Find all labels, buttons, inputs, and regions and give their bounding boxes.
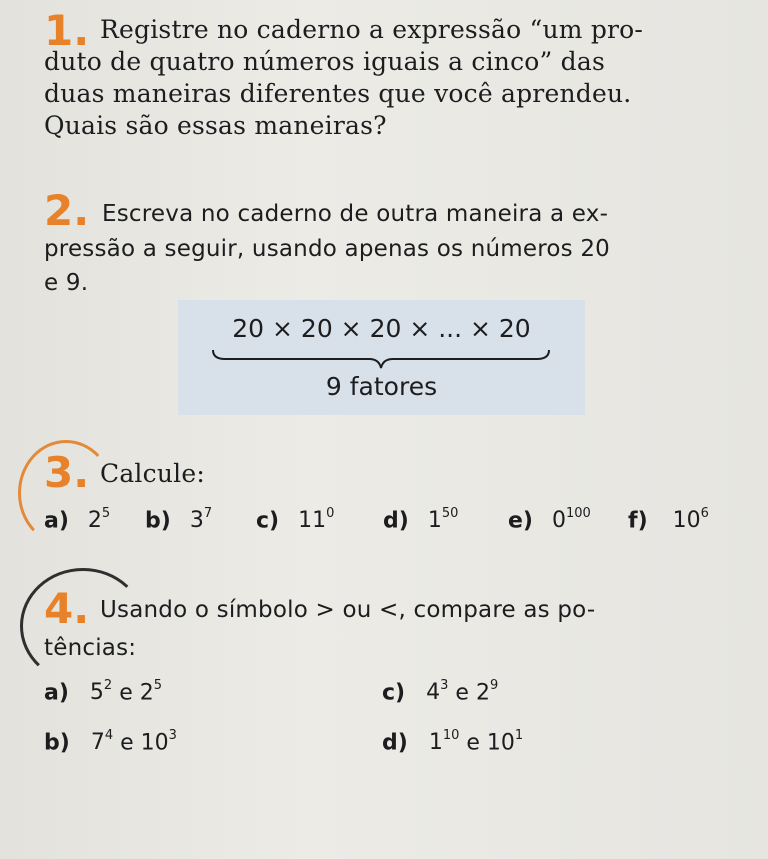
question-4-number: 4. xyxy=(44,584,90,633)
question-2-line: e 9. xyxy=(44,270,89,296)
compare-item-c xyxy=(382,680,498,705)
item-label: a) xyxy=(44,680,69,706)
item-label: b) xyxy=(44,730,70,756)
item-label: c) xyxy=(382,680,406,706)
underbrace-icon xyxy=(211,348,551,370)
question-1-line: Registre no caderno a expressão “um pro- xyxy=(100,15,644,44)
question-4-line: Usando o símbolo > ou <, compare as po- xyxy=(100,597,596,623)
power-base: 0 xyxy=(551,508,566,534)
separator-e: e xyxy=(120,730,134,756)
calc-item-d xyxy=(383,508,458,533)
power-base: 3 xyxy=(189,508,204,534)
power-base: 10 xyxy=(672,508,701,534)
power-exponent: 50 xyxy=(441,506,459,521)
question-1-text xyxy=(100,14,643,46)
power-exponent: 4 xyxy=(104,728,114,743)
item-label: e) xyxy=(508,508,533,534)
power-exponent: 3 xyxy=(440,678,449,693)
power-base: 2 xyxy=(475,680,490,706)
power-base: 2 xyxy=(139,680,154,706)
item-label: d) xyxy=(383,508,409,534)
power-exponent: 5 xyxy=(101,506,111,521)
question-2-text-cont xyxy=(44,232,610,300)
calc-item-e xyxy=(508,508,591,533)
item-label: a) xyxy=(44,508,69,534)
power-exponent: 7 xyxy=(203,506,213,521)
expression-box xyxy=(178,300,585,415)
separator-e: e xyxy=(119,680,133,706)
power-base: 11 xyxy=(298,508,327,534)
power-base: 5 xyxy=(89,680,104,706)
question-1-line: duto de quatro números iguais a cinco” das xyxy=(44,47,606,76)
calc-item-b xyxy=(145,508,212,533)
product-expression: 20 × 20 × 20 × ... × 20 xyxy=(232,314,531,343)
question-2-text xyxy=(102,198,608,230)
question-3-title: Calcule: xyxy=(100,459,205,488)
separator-e: e xyxy=(455,680,469,706)
question-4-text xyxy=(100,594,595,626)
question-2-number: 2. xyxy=(44,186,90,235)
item-label: b) xyxy=(145,508,171,534)
question-2-line: pressão a seguir, usando apenas os números 20 xyxy=(44,236,611,262)
power-exponent: 0 xyxy=(326,506,335,521)
power-base: 2 xyxy=(87,508,102,534)
calc-item-f xyxy=(628,508,709,533)
power-exponent: 6 xyxy=(700,506,709,521)
power-base: 1 xyxy=(427,508,442,534)
power-base: 1 xyxy=(428,730,443,756)
calc-item-a xyxy=(44,508,110,533)
compare-item-b xyxy=(44,730,177,755)
question-1-text-cont xyxy=(44,46,631,142)
question-4-line: tências: xyxy=(44,635,137,661)
compare-item-d xyxy=(382,730,523,755)
power-exponent: 9 xyxy=(489,678,499,693)
power-base: 4 xyxy=(426,680,441,706)
question-1-line: Quais são essas maneiras? xyxy=(44,111,387,140)
power-base: 7 xyxy=(90,730,105,756)
separator-e: e xyxy=(466,730,480,756)
power-exponent: 5 xyxy=(153,678,163,693)
item-label: f) xyxy=(628,508,648,534)
question-1-number: 1. xyxy=(44,6,90,55)
item-label: c) xyxy=(256,508,280,534)
power-exponent: 2 xyxy=(103,678,113,693)
item-label: d) xyxy=(382,730,408,756)
calc-item-c xyxy=(256,508,334,533)
power-exponent: 1 xyxy=(514,728,524,743)
power-base: 10 xyxy=(486,730,515,756)
power-base: 10 xyxy=(140,730,169,756)
factor-count-label: 9 fatores xyxy=(325,372,438,401)
compare-item-a xyxy=(44,680,162,705)
question-4-text-cont xyxy=(44,632,136,664)
power-exponent: 100 xyxy=(565,506,591,521)
question-3-number: 3. xyxy=(44,448,90,497)
power-exponent: 3 xyxy=(168,728,177,743)
question-2-line: Escreva no caderno de outra maneira a ex- xyxy=(102,201,609,227)
question-1-line: duas maneiras diferentes que você aprendeu. xyxy=(44,79,632,108)
power-exponent: 10 xyxy=(442,728,460,743)
